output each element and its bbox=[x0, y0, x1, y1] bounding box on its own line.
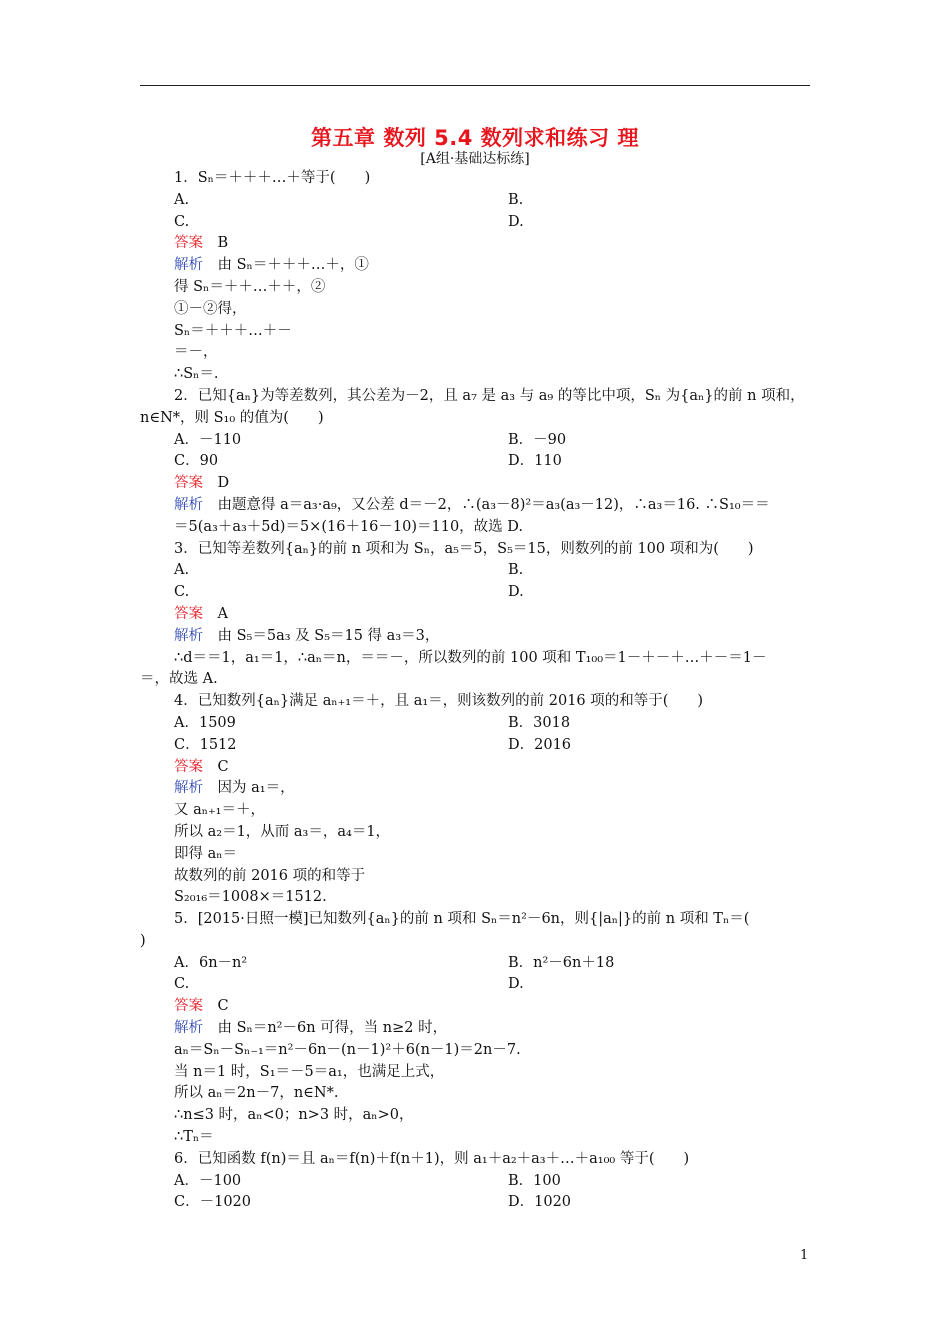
explanation-label: 解析 bbox=[174, 780, 203, 797]
option-a: A. bbox=[174, 191, 190, 208]
explanation-label: 解析 bbox=[174, 1020, 203, 1037]
page-title: 第五章 数列 5.4 数列求和练习 理 bbox=[311, 126, 639, 150]
option-d: D. bbox=[508, 976, 524, 993]
question-stem: 1．Sₙ＝＋＋＋…＋等于( ) bbox=[174, 170, 371, 186]
question-stem: 2．已知{aₙ}为等差数列，其公差为－2，且 a₇ 是 a₃ 与 a₉ 的等比中项，Sₙ 为{aₙ}的前 n 项和， bbox=[174, 387, 805, 404]
question-stem-continued: ) bbox=[140, 932, 146, 949]
explanation-text: 因为 a₁＝， bbox=[203, 780, 295, 797]
option-c: C．－1020 bbox=[174, 1194, 251, 1211]
option-row bbox=[174, 582, 814, 604]
explanation-text: 由 Sₙ＝＋＋＋…＋，① bbox=[203, 257, 369, 274]
option-b: B. bbox=[508, 191, 524, 208]
explanation-line: 所以 aₙ＝2n－7，n∈N*. bbox=[174, 1085, 339, 1102]
option-row bbox=[174, 212, 814, 234]
option-row bbox=[174, 735, 814, 757]
explanation-line: ＝5(a₃＋a₃＋5d)＝5×(16＋16－10)＝110，故选 D. bbox=[174, 518, 524, 535]
explanation-line: 所以 a₂＝1，从而 a₃＝，a₄＝1， bbox=[174, 823, 391, 840]
answer-label: 答案 bbox=[174, 235, 203, 252]
explanation-line: ∴Tₙ＝ bbox=[174, 1129, 214, 1146]
explanation-line bbox=[174, 626, 814, 648]
option-d: D．1020 bbox=[508, 1194, 572, 1211]
explanation-line: ＝，故选 A. bbox=[140, 671, 218, 688]
question-stem: 4．已知数列{aₙ}满足 aₙ₊₁＝＋，且 a₁＝，则该数列的前 2016 项的和等于( ) bbox=[174, 693, 704, 710]
option-row bbox=[174, 1192, 814, 1214]
option-a: A．－100 bbox=[174, 1172, 242, 1189]
answer-line bbox=[174, 473, 814, 495]
option-c: C. bbox=[174, 976, 190, 993]
explanation-text: 由题意得 a＝a₃·a₉，又公差 d＝－2，∴(a₃－8)²＝a₃(a₃－12)，∴a₃＝16. ∴S₁₀＝＝ bbox=[203, 496, 770, 513]
answer-value: C bbox=[203, 758, 229, 775]
option-d: D. bbox=[508, 584, 524, 601]
explanation-label: 解析 bbox=[174, 496, 203, 513]
explanation-line: ①－②得， bbox=[174, 300, 247, 317]
option-c: C. bbox=[174, 213, 190, 230]
explanation-line: 又 aₙ₊₁＝＋， bbox=[174, 802, 265, 819]
explanation-line: 故数列的前 2016 项的和等于 bbox=[174, 867, 366, 884]
explanation-line: 得 Sₙ＝＋＋…＋＋，② bbox=[174, 278, 326, 295]
question-stem: 5．[2015·日照一模]已知数列{aₙ}的前 n 项和 Sₙ＝n²－6n，则{|aₙ|}的前 n 项和 Tₙ＝( bbox=[174, 911, 750, 928]
answer-line bbox=[174, 757, 814, 779]
answer-line bbox=[174, 996, 814, 1018]
option-row bbox=[174, 430, 814, 452]
explanation-line bbox=[174, 255, 814, 277]
option-b: B. bbox=[508, 562, 524, 579]
option-row bbox=[174, 560, 814, 582]
explanation-line: ∴Sₙ＝. bbox=[174, 366, 219, 383]
explanation-line: S₂₀₁₆＝1008×＝1512. bbox=[174, 889, 327, 906]
answer-label: 答案 bbox=[174, 998, 203, 1015]
option-b: B．－90 bbox=[508, 431, 567, 448]
answer-value: D bbox=[203, 475, 230, 492]
explanation-line: ＝－， bbox=[174, 344, 218, 361]
option-d: D．110 bbox=[508, 453, 562, 470]
option-c: C. bbox=[174, 584, 190, 601]
answer-label: 答案 bbox=[174, 475, 203, 492]
explanation-text: 由 S₅＝5a₃ 及 S₅＝15 得 a₃＝3， bbox=[203, 627, 440, 644]
question-stem: 6．已知函数 f(n)＝且 aₙ＝f(n)＋f(n＋1)，则 a₁＋a₂＋a₃＋…＋a₁₀₀ 等于( ) bbox=[174, 1150, 690, 1167]
option-row bbox=[174, 974, 814, 996]
option-c: C．90 bbox=[174, 453, 219, 470]
question-list bbox=[140, 168, 814, 1214]
explanation-text: 由 Sₙ＝n²－6n 可得，当 n≥2 时， bbox=[203, 1020, 448, 1037]
question-stem-continued: n∈N*，则 S₁₀ 的值为( ) bbox=[140, 409, 324, 426]
option-row bbox=[174, 190, 814, 212]
explanation-line: ∴d＝＝1，a₁＝1，∴aₙ＝n，＝＝－，所以数列的前 100 项和 T₁₀₀＝1－＋－＋…＋－＝1－ bbox=[174, 649, 767, 666]
option-row bbox=[174, 451, 814, 473]
section-subtitle: [A组·基础达标练] bbox=[420, 151, 530, 167]
option-row bbox=[174, 713, 814, 735]
answer-line bbox=[174, 604, 814, 626]
explanation-line: aₙ＝Sₙ－Sₙ₋₁＝n²－6n－(n－1)²＋6(n－1)＝2n－7. bbox=[174, 1041, 521, 1058]
option-d: D. bbox=[508, 213, 524, 230]
page-number: 1 bbox=[800, 1248, 809, 1263]
answer-label: 答案 bbox=[174, 605, 203, 622]
option-d: D．2016 bbox=[508, 736, 572, 753]
option-row bbox=[174, 953, 814, 975]
answer-value: C bbox=[203, 998, 229, 1015]
option-a: A．6n－n² bbox=[174, 954, 248, 971]
header-rule bbox=[140, 85, 810, 86]
explanation-line bbox=[174, 778, 814, 800]
explanation-line: ∴n≤3 时，aₙ<0；n>3 时，aₙ>0， bbox=[174, 1107, 414, 1124]
explanation-line: 当 n＝1 时，S₁＝－5＝a₁，也满足上式， bbox=[174, 1063, 445, 1080]
option-b: B．n²－6n＋18 bbox=[508, 954, 615, 971]
option-c: C．1512 bbox=[174, 736, 237, 753]
explanation-line bbox=[174, 1018, 814, 1040]
option-b: B．3018 bbox=[508, 714, 571, 731]
option-a: A. bbox=[174, 562, 190, 579]
explanation-label: 解析 bbox=[174, 627, 203, 644]
explanation-line: 即得 aₙ＝ bbox=[174, 845, 238, 862]
option-row bbox=[174, 1171, 814, 1193]
explanation-line bbox=[174, 495, 814, 517]
explanation-line: Sₙ＝＋＋＋…＋－ bbox=[174, 322, 292, 339]
answer-label: 答案 bbox=[174, 758, 203, 775]
option-b: B．100 bbox=[508, 1172, 561, 1189]
option-a: A．1509 bbox=[174, 714, 236, 731]
option-a: A．－110 bbox=[174, 431, 242, 448]
answer-line bbox=[174, 233, 814, 255]
answer-value: B bbox=[203, 235, 229, 252]
question-stem: 3．已知等差数列{aₙ}的前 n 项和为 Sₙ，a₅＝5，S₅＝15，则数列的前 100 项和为( ) bbox=[174, 540, 754, 557]
answer-value: A bbox=[203, 605, 228, 622]
explanation-label: 解析 bbox=[174, 257, 203, 274]
